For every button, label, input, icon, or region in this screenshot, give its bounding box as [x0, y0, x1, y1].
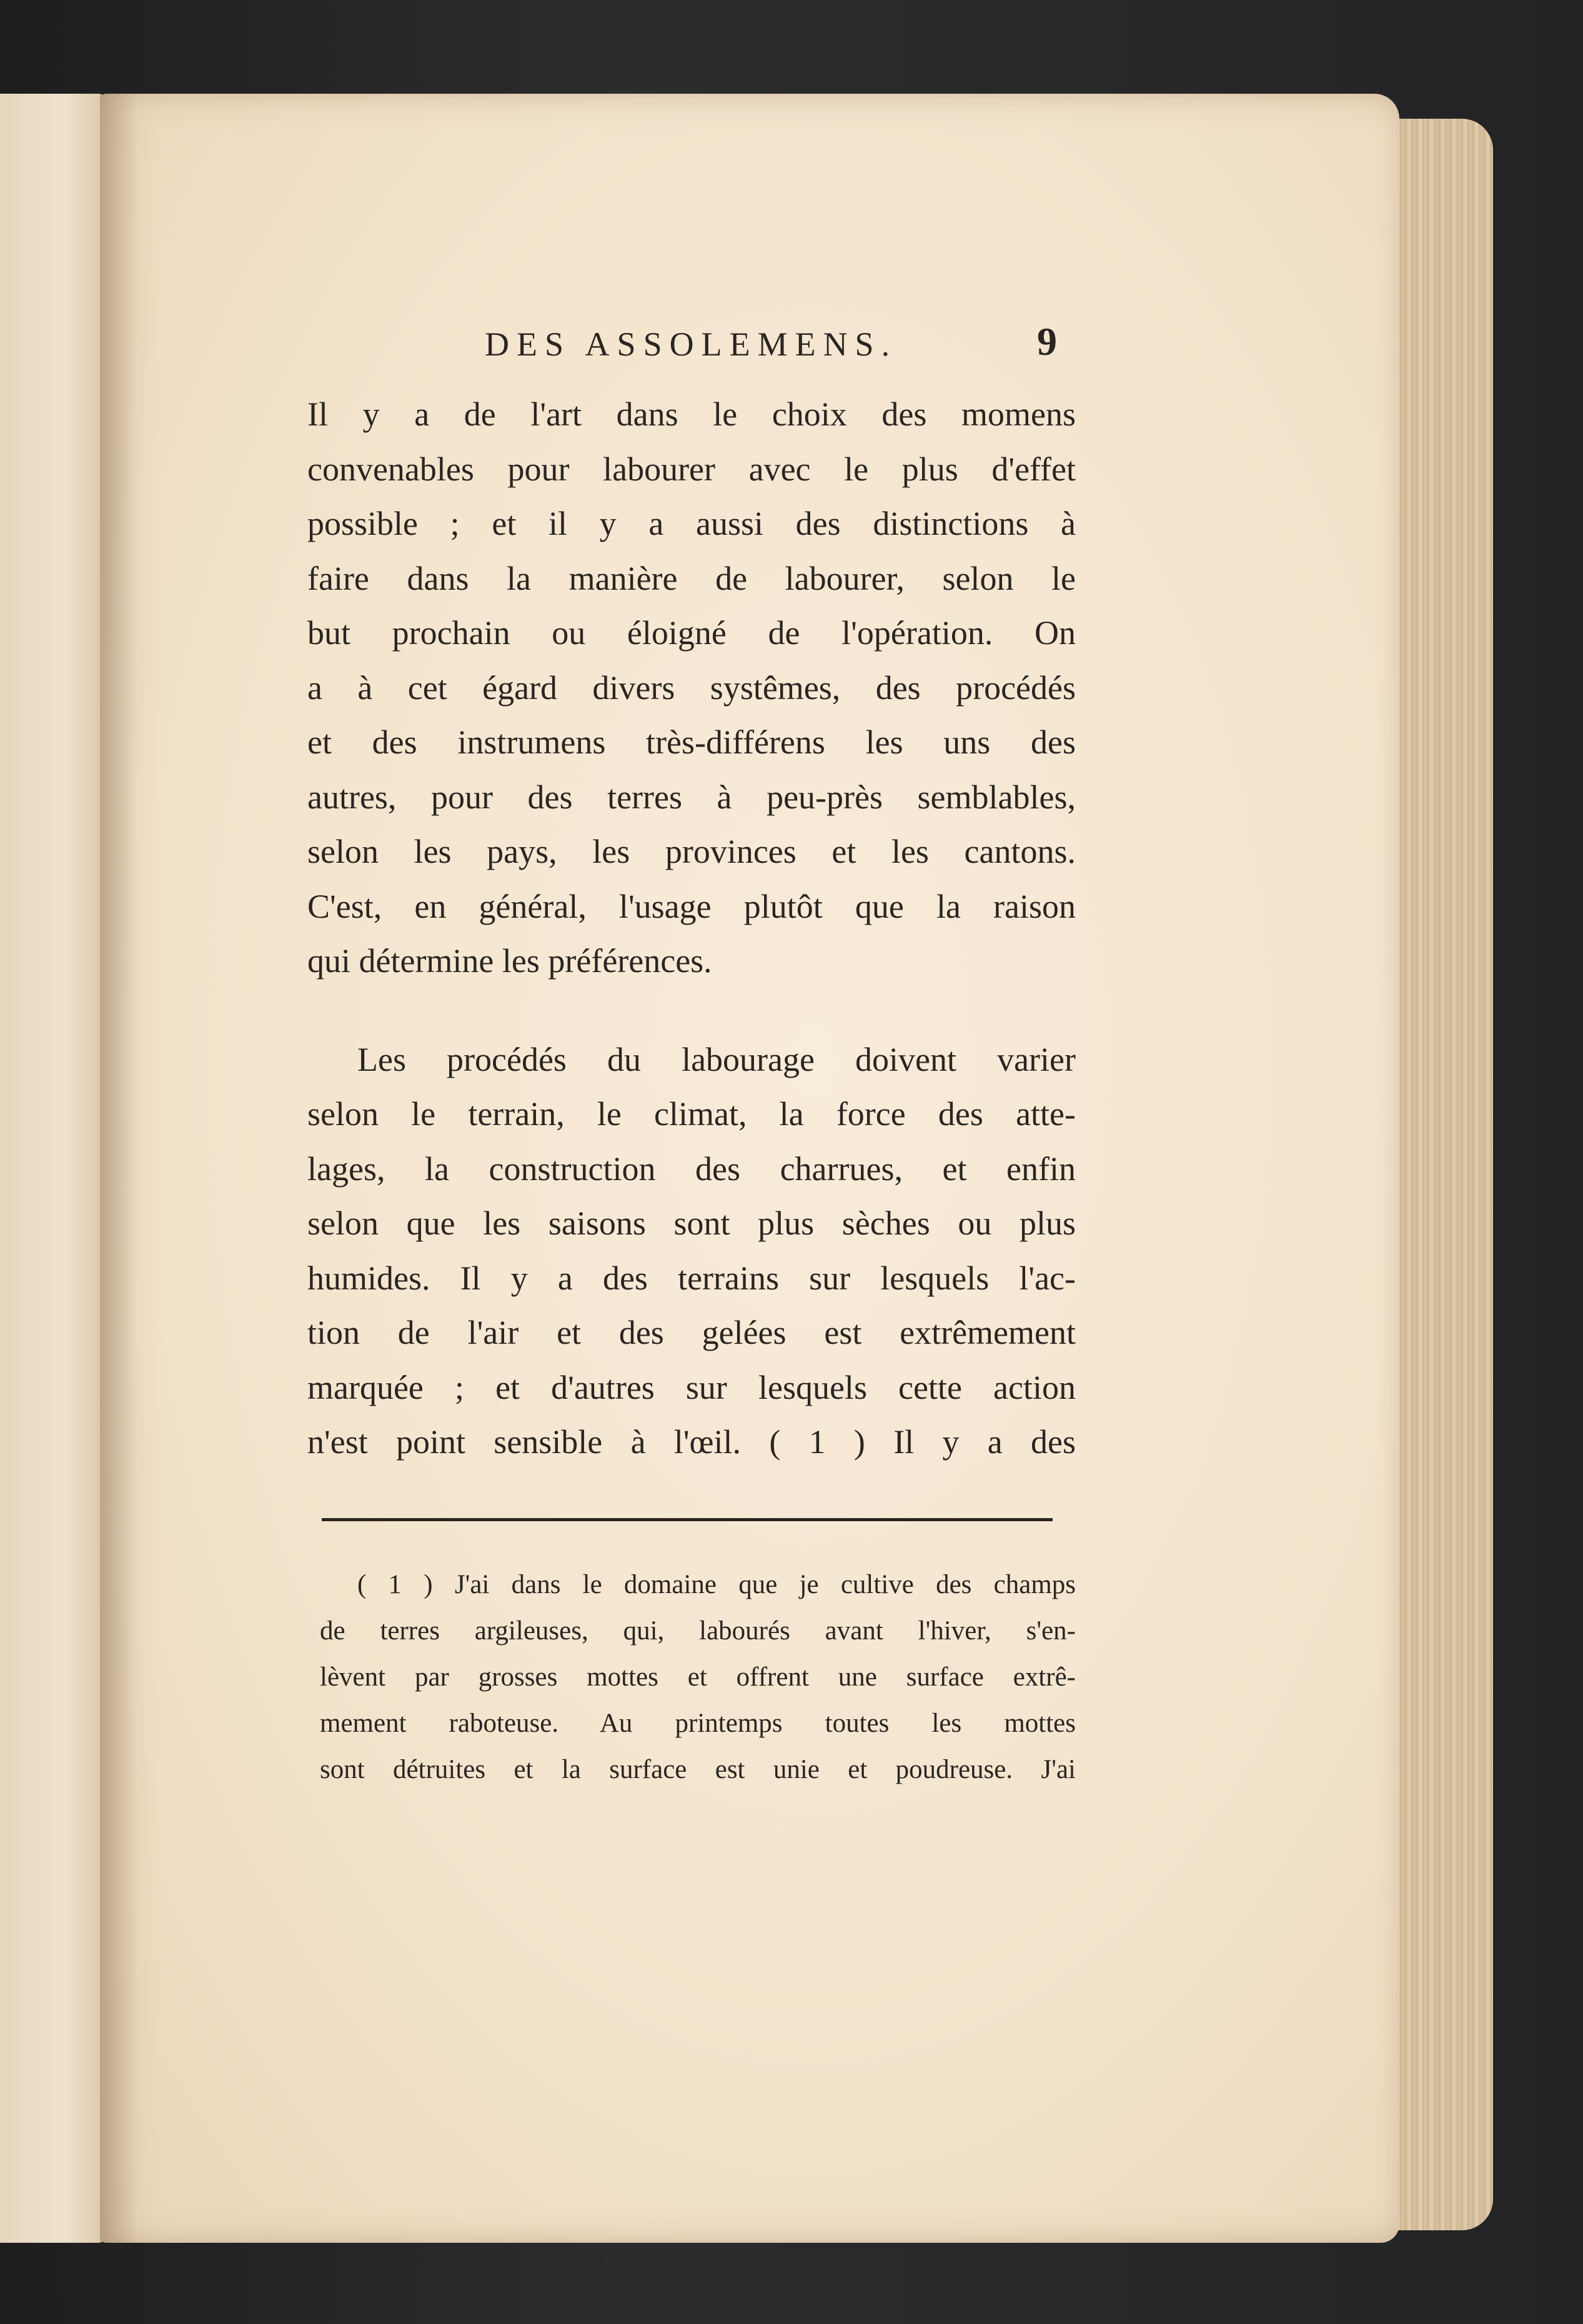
text-line: n'est point sensible à l'œil. ( 1 ) Il y a des — [307, 1423, 1076, 1461]
footnote-line: lèvent par grosses mottes et offrent une surface extrê- — [320, 1662, 1076, 1692]
text-line: faire dans la manière de labourer, selon le — [307, 559, 1076, 597]
footnote-rule — [322, 1518, 1053, 1521]
text-line: tion de l'air et des gelées est extrêmement — [307, 1314, 1076, 1351]
footnote-line: ( 1 ) J'ai dans le domaine que je cultive des champs — [357, 1570, 1076, 1599]
text-line: autres, pour des terres à peu-près semblables, — [307, 778, 1076, 816]
footnote-line: sont détruites et la surface est unie et poudreuse. J'ai — [320, 1755, 1076, 1784]
footnote-line: mement raboteuse. Au printemps toutes les mottes — [320, 1709, 1076, 1738]
paragraph-gap — [307, 989, 1076, 1033]
text-line: qui détermine les préférences. — [307, 942, 712, 980]
text-line: Il y a de l'art dans le choix des momens — [307, 395, 1076, 433]
text-line: convenables pour labourer avec le plus d'effet — [307, 450, 1076, 488]
text-line: selon le terrain, le climat, la force des atte- — [307, 1095, 1076, 1133]
text-line: Les procédés du labourage doivent varier — [357, 1040, 1076, 1078]
text-line: a à cet égard divers systêmes, des procédés — [307, 668, 1076, 707]
text-line: selon que les saisons sont plus sèches ou plus — [307, 1204, 1076, 1242]
page-number: 9 — [1037, 319, 1057, 364]
facing-page-edge — [0, 94, 106, 2243]
footnote-line: de terres argileuses, qui, labourés avant l'hiver, s'en- — [320, 1616, 1076, 1646]
text-line: possible ; et il y a aussi des distinctions à — [307, 505, 1076, 542]
page-gutter-shadow — [100, 94, 137, 2243]
text-line: lages, la construction des charrues, et enfin — [307, 1150, 1076, 1188]
footnote — [320, 1562, 1076, 1793]
text-line: et des instrumens très-différens les uns des — [307, 723, 1076, 761]
text-line: selon les pays, les provinces et les cantons. — [307, 833, 1076, 870]
text-line: but prochain ou éloigné de l'opération. On — [307, 614, 1076, 652]
running-head: DES ASSOLEMENS. — [485, 325, 898, 363]
text-line: marquée ; et d'autres sur lesquels cette action — [307, 1368, 1076, 1406]
text-line: C'est, en général, l'usage plutôt que la raison — [307, 887, 1076, 925]
body-text — [307, 387, 1076, 1470]
text-line: humides. Il y a des terrains sur lesquels l'ac- — [307, 1259, 1076, 1297]
